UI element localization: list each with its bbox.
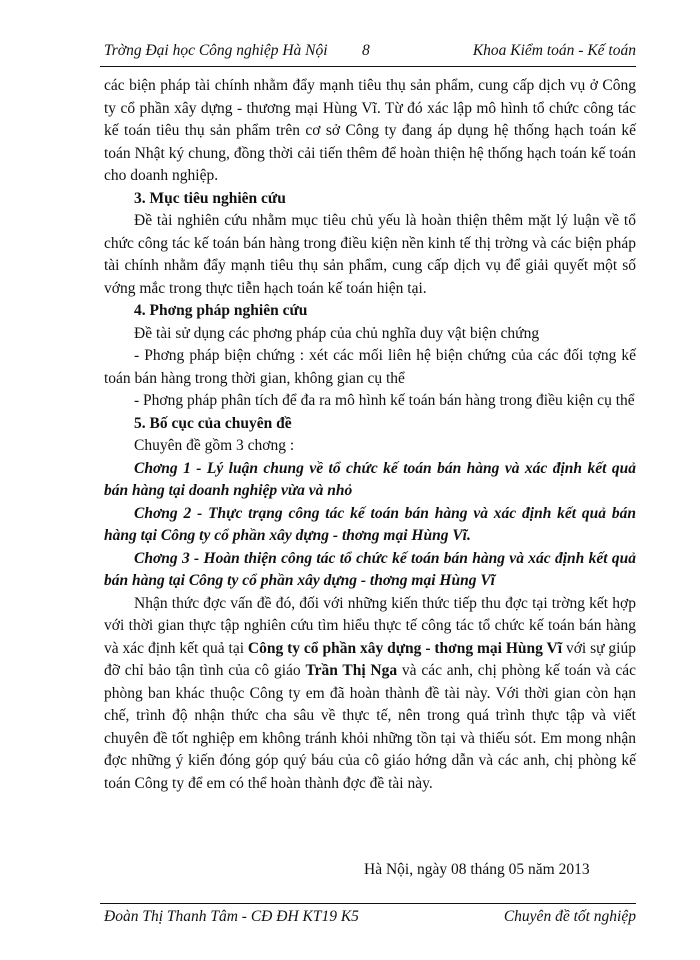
header-rule bbox=[100, 66, 636, 67]
header-department: Khoa Kiểm toán - Kế toán bbox=[472, 42, 636, 59]
closing-text-b: với sự giúp đỡ chỉ bảo tận tình của cô giáo bbox=[104, 639, 636, 679]
page-header bbox=[104, 42, 636, 64]
closing-text-c: và các anh, chị phòng kế toán và các phòng ban khác thuộc Công ty em đã hoàn thành đề tài này. Với thời gian còn hạn chế, trình độ nhận thức cha sâu về thực tế, nên trong quá trình thực tập và viết chuyên đề tốt nghiệp em không tránh khỏi những tồn tại và thiếu sót. Em mong nhận đợc những ý kiến đóng góp quý báu của cô giáo hớng dẫn và các anh, chị phòng kế toán Công ty để em có thể hoàn thành đợc đề tài này. bbox=[104, 662, 637, 792]
header-page-number: 8 bbox=[362, 42, 370, 59]
closing-paragraph bbox=[104, 593, 636, 796]
date-signature: Hà Nội, ngày 08 tháng 05 năm 2013 bbox=[364, 861, 590, 878]
section-4-body: Đề tài sử dụng các phơng pháp của chủ nghĩa duy vật biện chứng bbox=[134, 324, 540, 342]
closing-text-a: Nhận thức đợc vấn đề đó, đối với những kiến thức tiếp thu đợc tại trờng kết hợp với thời gian thực tập nghiên cứu tìm hiểu thực tế công tác tổ chức kế toán bán hàng và xác định kết quả tại bbox=[104, 594, 636, 657]
section-5-body: Chuyên đề gồm 3 chơng : bbox=[134, 437, 295, 454]
closing-teacher: Trần Thị Nga bbox=[305, 662, 398, 679]
chapter-2-item: Chơng 2 - Thực trạng công tác kế toán bán hàng và xác định kết quả bán hàng tại Công ty cổ phần xây dựng - thơng mại Hùng Vĩ. bbox=[104, 504, 636, 544]
chapter-1-item: Chơng 1 - Lý luận chung về tổ chức kế toán bán hàng và xác định kết quả bán hàng tại doanh nghiệp vừa và nhỏ bbox=[104, 459, 636, 499]
intro-paragraph: các biện pháp tài chính nhằm đẩy mạnh tiêu thụ sản phẩm, cung cấp dịch vụ ở Công ty cổ phần xây dựng - thương mại Hùng Vĩ. Từ đó xác lập mô hình tổ chức công tác kế toán tiêu thụ sản phẩm trên cơ sở Công ty đang áp dụng hệ thống hạch toán kế toán Nhật ký chung, đồng thời cải tiến thêm để hoàn thiện hệ thống hạch toán kế toán cho doanh nghiệp. bbox=[104, 77, 636, 184]
footer-author: Đoàn Thị Thanh Tâm - CĐ ĐH KT19 K5 bbox=[104, 908, 359, 925]
document-body bbox=[104, 75, 636, 795]
section-4-item-2: - Phơng pháp phân tích để đa ra mô hình kế toán bán hàng trong điều kiện cụ thể bbox=[134, 392, 635, 409]
chapter-3-item: Chơng 3 - Hoàn thiện công tác tổ chức kế toán bán hàng và xác định kết quả bán hàng tại Công ty cổ phần xây dựng - thơng mại Hùng Vĩ bbox=[104, 549, 636, 589]
section-4-item-1: - Phơng pháp biện chứng : xét các mối liên hệ biện chứng của các đối tợng kế toán bán hàng trong thời gian, không gian cụ thể bbox=[104, 347, 636, 387]
footer-rule bbox=[100, 903, 636, 904]
section-3-body: Đề tài nghiên cứu nhằm mục tiêu chủ yếu là hoàn thiện thêm mặt lý luận về tổ chức công tác kế toán bán hàng trong điều kiện nền kinh tế thị trờng và các biện pháp tài chính nhằm đẩy mạnh tiêu thụ sản phẩm, cung cấp dịch vụ để giải quyết một số vớng mắc trong thực tiễn hạch toán kế toán hiện tại. bbox=[104, 212, 636, 297]
header-school: Trờng Đại học Công nghiệp Hà Nội bbox=[104, 42, 328, 59]
section-4-heading: 4. Phơng pháp nghiên cứu bbox=[134, 302, 308, 319]
footer-doc-type: Chuyên đề tốt nghiệp bbox=[503, 908, 636, 925]
page-footer bbox=[104, 908, 636, 930]
closing-company: Công ty cổ phần xây dựng - thơng mại Hùng Vĩ bbox=[247, 639, 563, 657]
section-5-heading: 5. Bố cục của chuyên đề bbox=[134, 414, 292, 432]
section-3-heading: 3. Mục tiêu nghiên cứu bbox=[134, 189, 286, 207]
